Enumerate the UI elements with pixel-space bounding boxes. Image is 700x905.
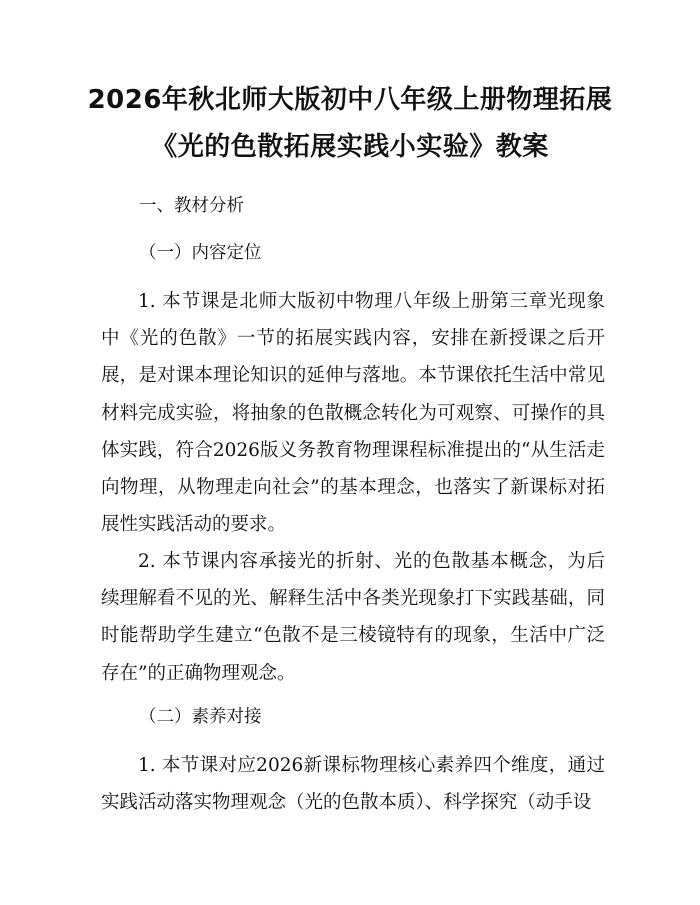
paragraph-content-positioning-2: 2. 本节课内容承接光的折射、光的色散基本概念，为后续理解看不见的光、解释生活中各类光现象打下实践基础，同时能帮助学生建立“色散不是三棱镜特有的现象，生活中广泛存在”的正确物理观念。 — [101, 551, 605, 684]
paragraph-literacy-alignment-1: 1. 本节课对应2026新课标物理核心素养四个维度，通过实践活动落实物理观念（光的色散本质）、科学探究（动手设 — [101, 755, 605, 814]
document-title-line2: 《光的色散拓展实践小实验》教案 — [151, 132, 549, 162]
subsection-heading-content-positioning: （一）内容定位 — [139, 243, 262, 263]
subsection-heading-literacy-alignment: （二）素养对接 — [139, 707, 262, 727]
document-title-line1: 2026年秋北师大版初中八年级上册物理拓展 — [87, 85, 613, 115]
section-heading-teaching-material-analysis: 一、教材分析 — [139, 196, 244, 216]
paragraph-content-positioning-1: 1. 本节课是北师大版初中物理八年级上册第三章光现象中《光的色散》一节的拓展实践内容，安排在新授课之后开展，是对课本理论知识的延伸与落地。本节课依托生活中常见材料完成实验，将抽象的色散概念转化为可观察、可操作的具体实践，符合2026版义务教育物理课程标准提出的“从生活走向物理，从物理走向社会”的基本理念，也落实了新课标对拓展性实践活动的要求。 — [101, 291, 605, 536]
